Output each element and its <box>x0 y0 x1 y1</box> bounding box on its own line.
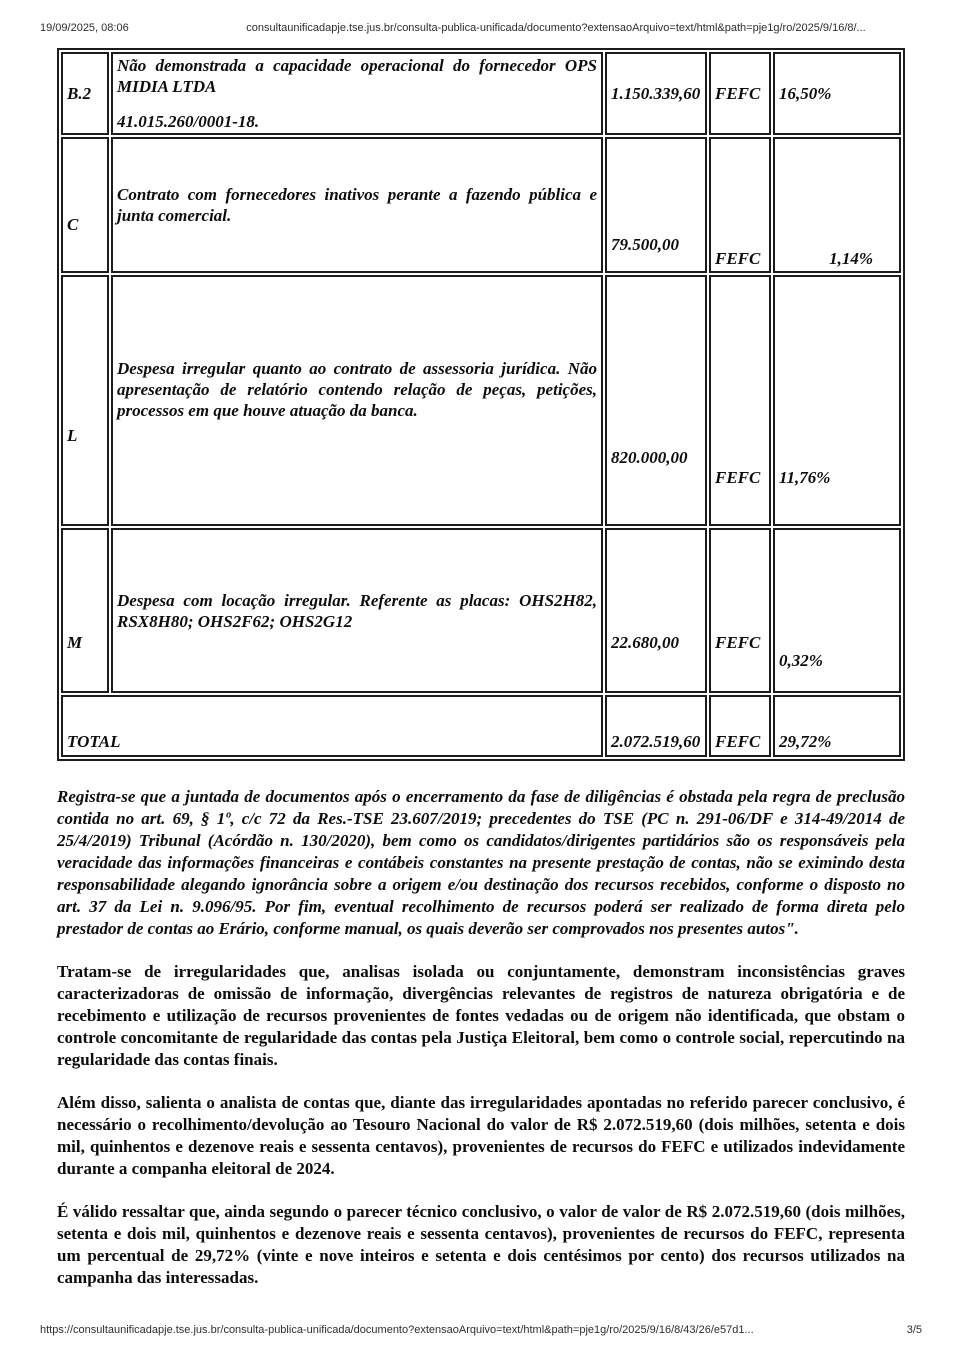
row-id: B.2 <box>61 52 109 135</box>
table-row-b2 <box>61 52 901 135</box>
row-percent: 1,14% <box>773 137 901 273</box>
row-description: Contrato com fornecedores inativos perante a fazendo pública e junta comercial. <box>111 137 603 273</box>
header-datetime: 19/09/2025, 08:06 <box>40 22 129 34</box>
row-fund: FEFC <box>709 52 771 135</box>
paragraph-irregularities: Tratam-se de irregularidades que, analisas isolada ou conjuntamente, demonstram inconsistências graves caracterizadoras de omissão de informação, divergências relevantes de registros de natureza obrigatória e de recebimento e utilização de recursos provenientes de fontes vedadas ou de origem não identificada, que obstam o controle concomitante de regularidade das contas pela Justiça Eleitoral, bem como o controle social, repercutindo na regularidade das contas finais. <box>57 962 905 1069</box>
footer-page-indicator: 3/5 <box>906 1324 922 1336</box>
row-percent: 0,32% <box>773 528 901 693</box>
row-id: L <box>61 275 109 526</box>
paragraph-quote: Registra-se que a juntada de documentos após o encerramento da fase de diligências é obstada pela regra de preclusão contida no art. 69, § 1º, c/c 72 da Res.-TSE 23.607/2019; precedentes do TSE (PC n. 291-06/DF e 314-49/2014 de 25/4/2019) Tribunal (Acórdão n. 130/2020), bem como os candidatos/dirigentes partidários são os responsáveis pela veracidade das informações financeiras e contábeis constantes na presente prestação de contas, não se eximindo desta responsabilidade alegando ignorância sobre a origem e/ou destinação dos recursos recebidos, conforme o disposto no art. 37 da Lei n. 9.096/95. Por fim, eventual recolhimento de recursos poderá ser realizado de forma direta pelo prestador de contas ao Erário, conforme manual, os quais deverão ser comprovados nos presentes autos". <box>57 787 905 938</box>
row-description <box>111 52 603 135</box>
row-description: Despesa com locação irregular. Referente as placas: OHS2H82, RSX8H80; OHS2F62; OHS2G12 <box>111 528 603 693</box>
irregularities-table <box>57 48 905 761</box>
row-id: M <box>61 528 109 693</box>
paragraph-refund: Além disso, salienta o analista de contas que, diante das irregularidades apontadas no referido parecer conclusivo, é necessário o recolhimento/devolução ao Tesouro Nacional do valor de R$ 2.072.519,60 (dois milhões, setenta e dois mil, quinhentos e dezenove reais e sessenta centavos), provenientes de recursos do FEFC e utilizados indevidamente durante a companha eleitoral de 2024. <box>57 1093 905 1178</box>
table-row-c <box>61 137 901 273</box>
table-row-l <box>61 275 901 526</box>
row-value: 22.680,00 <box>605 528 707 693</box>
print-footer <box>40 1324 922 1338</box>
paragraph-percentage: É válido ressaltar que, ainda segundo o parecer técnico conclusivo, o valor de valor de R$ 2.072.519,60 (dois milhões, setenta e dois mil, quinhentos e dezenove reais e sessenta centavos), provenientes de recursos do FEFC, representa um percentual de 29,72% (vinte e nove inteiros e setenta e dois centésimos por cento) dos recursos utilizados na campanha das interessadas. <box>57 1202 905 1287</box>
table-row-m <box>61 528 901 693</box>
row-fund: FEFC <box>709 137 771 273</box>
document-body <box>57 786 905 1310</box>
row-id: C <box>61 137 109 273</box>
table-row-total <box>61 695 901 757</box>
print-header <box>40 22 922 36</box>
row-fund: FEFC <box>709 275 771 526</box>
total-label: TOTAL <box>61 695 603 757</box>
total-value: 2.072.519,60 <box>605 695 707 757</box>
footer-url: https://consultaunificadapje.tse.jus.br/consulta-publica-unificada/documento?extensaoArquivo=text/html&path=pje1g/ro/2025/9/16/8/43/26/e57d1... <box>40 1324 754 1336</box>
row-percent: 16,50% <box>773 52 901 135</box>
row-percent: 11,76% <box>773 275 901 526</box>
row-description: Despesa irregular quanto ao contrato de assessoria jurídica. Não apresentação de relatório contendo relação de peças, petições, processos em que houve atuação da banca. <box>111 275 603 526</box>
total-percent: 29,72% <box>773 695 901 757</box>
total-fund: FEFC <box>709 695 771 757</box>
row-value: 820.000,00 <box>605 275 707 526</box>
row-fund: FEFC <box>709 528 771 693</box>
row-description-cnpj: 41.015.260/0001-18. <box>117 112 260 131</box>
row-value: 1.150.339,60 <box>605 52 707 135</box>
header-document-url: consultaunificadapje.tse.jus.br/consulta-publica-unificada/documento?extensaoArquivo=text/html&path=pje1g/ro/2025/9/16/8/... <box>246 22 866 34</box>
row-value: 79.500,00 <box>605 137 707 273</box>
row-description-text: Não demonstrada a capacidade operacional do fornecedor OPS MIDIA LTDA <box>117 56 597 96</box>
